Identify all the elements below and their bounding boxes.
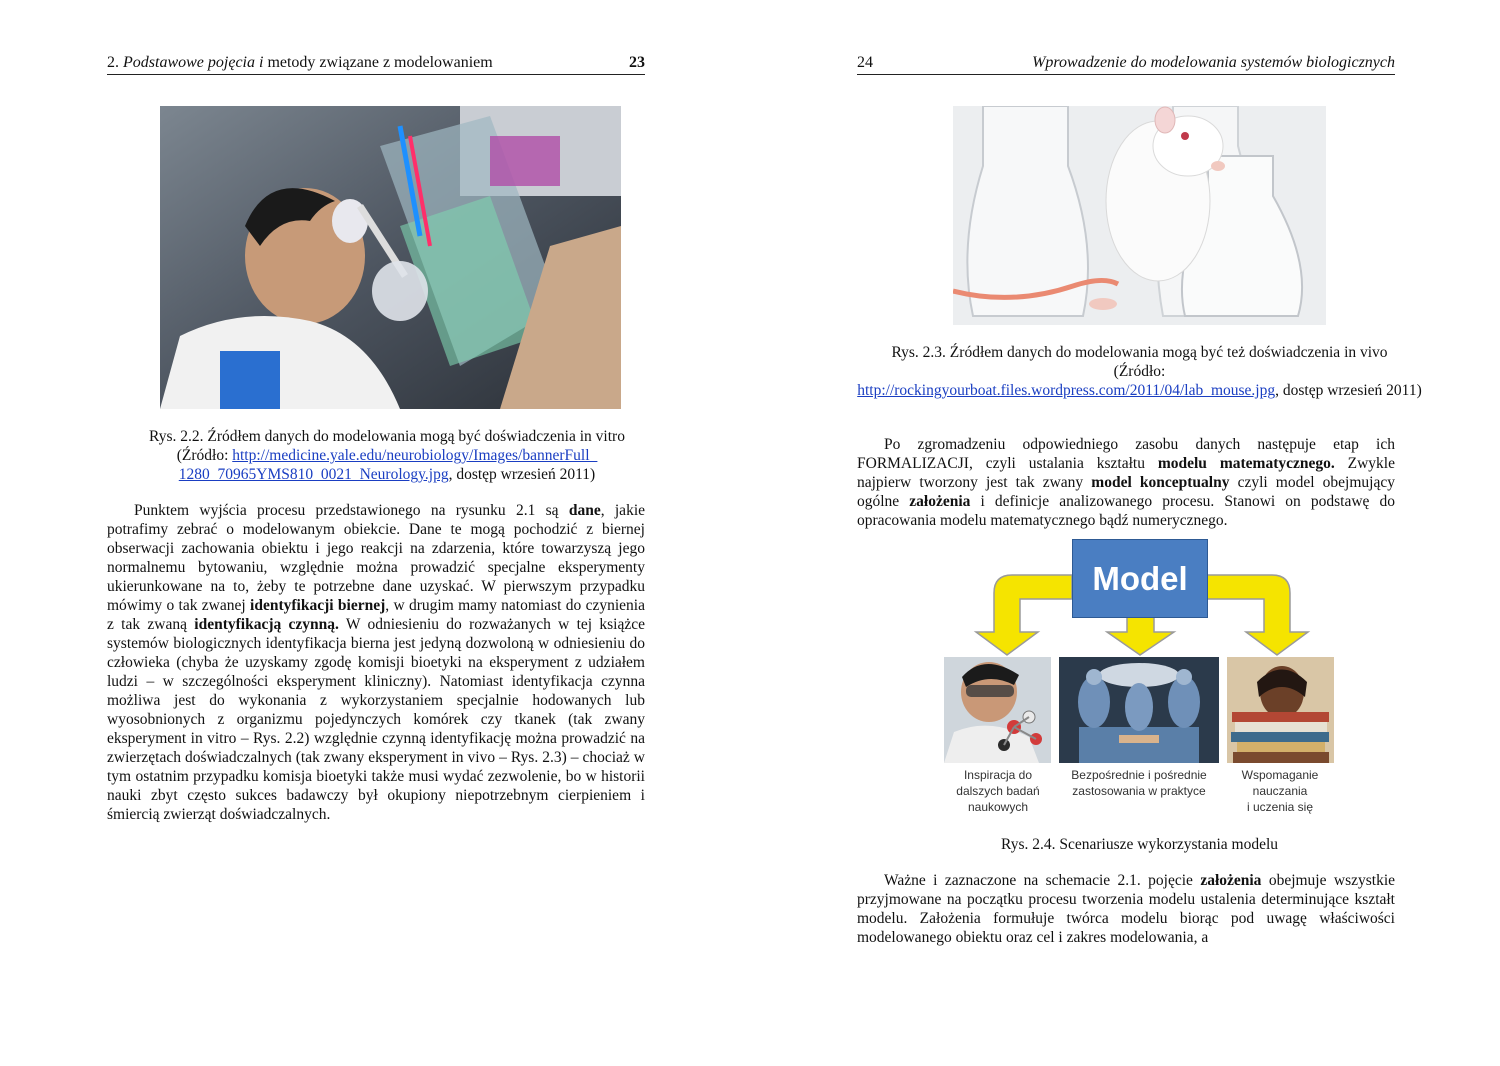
in-vitro-caption (127, 427, 647, 484)
paragraph-text: Po zgromadzeniu odpowiedniego zasobu danych następuje etap ich FORMALIZACJI, czyli ustalania kształtu (857, 436, 1395, 472)
scenario-label-research: Inspiracja do dalszych badań naukowych (956, 768, 1040, 814)
paragraph-text: obejmuje wszystkie przyjmowane na początku procesu tworzenia modelu ustalenia determinujące kształt modelu. Założenia formułuje twórca modelu biorąc pod uwagę właściwości modelowanego obiektu oraz cel i zakres modelowania, a (857, 872, 1395, 946)
in-vivo-caption (857, 343, 1422, 400)
paragraph-text: Zwykle najpierw tworzony jest tak zwany (857, 455, 1395, 491)
term-active-identification: identyfikacją czynną. (194, 616, 339, 633)
in-vitro-caption-source (127, 446, 647, 484)
left-header-title-rest: metody związane z modelowaniem (263, 54, 493, 71)
model-box: Model (1072, 539, 1208, 618)
scenarios-caption: Rys. 2.4. Scenariusze wykorzystania modelu (1000, 836, 1279, 853)
in-vivo-source-link[interactable]: http://rockingyourboat.files.wordpress.com/2011/04/lab_mouse.jpg (857, 382, 1276, 399)
left-page-number: 23 (629, 54, 645, 71)
in-vitro-photo (160, 106, 621, 409)
in-vivo-caption-suffix: , dostęp wrzesień 2011) (1275, 382, 1422, 399)
left-page (107, 0, 645, 1066)
left-header-title-italic: Podstawowe pojęcia i (123, 54, 264, 71)
education-support-photo (1227, 657, 1334, 763)
in-vitro-caption-source-prefix: (Źródło: (176, 447, 233, 464)
term-assumptions: założenia (1200, 872, 1262, 889)
clinical-application-photo (1059, 657, 1219, 763)
research-inspiration-photo (944, 657, 1051, 763)
term-data: dane (568, 502, 601, 519)
left-header-title-prefix: 2. (107, 54, 123, 71)
in-vivo-mouse-photo (953, 106, 1326, 325)
assumptions-paragraph (857, 871, 1395, 947)
paragraph-text: , jakie potrafimy zebrać o modelowanym obiekcie. Dane te mogą pochodzić z biernej obserwacji zachowania obiektu i jego reakcji na zdarzenia, które towarzyszą jego normalnemu bytowaniu, względnie można prowadzić specjalne eksperymenty ukierunkowane na to, żeby te potrzebne dane uzyskać. W pierwszym przypadku mówimy o tak zwanej (107, 502, 646, 614)
right-running-header (857, 52, 1395, 75)
paragraph-text: i definicje analizowanego procesu. Stanowi on podstawę do opracowania modelu matematycznego bądź numerycznego. (857, 493, 1396, 529)
right-page (857, 0, 1422, 1066)
left-running-header (107, 52, 645, 75)
in-vitro-source-link[interactable]: http://medicine.yale.edu/neurobiology/Images/bannerFull_ 1280_70965YMS810_0021_Neurology.jpg (178, 447, 598, 483)
in-vitro-caption-suffix: , dostęp wrzesień 2011) (448, 466, 596, 483)
formalization-paragraph (857, 435, 1395, 530)
right-header-title: Wprowadzenie do modelowania systemów biologicznych (1032, 54, 1395, 71)
term-mathematical-model: modelu matematycznego. (1157, 455, 1335, 472)
left-header-title (107, 52, 493, 74)
in-vivo-caption-title: Rys. 2.3. Źródłem danych do modelowania mogą być też doświadczenia in vivo (Źródło: (891, 344, 1388, 380)
paragraph-text: Ważne i zaznaczone na schemacie 2.1. pojęcie (884, 872, 1201, 889)
identification-paragraph (107, 501, 645, 824)
right-page-number: 24 (857, 54, 873, 71)
paragraph-text: Punktem wyjścia procesu przedstawionego na rysunku 2.1 są (134, 502, 569, 519)
paragraph-text: W odniesieniu do rozważanych w tej książce systemów biologicznych identyfikacja bierna jest jedyną dozwoloną w odniesieniu do człowieka (chyba że uzyskamy zgodę komisji bioetyki na eksperyment z udziałem ludzi – w szczególności eksperyment kliniczny). Natomiast identyfikacja czynna możliwa jest do wykonania z wykorzystaniem specjalnie hodowanych lub wyosobnionych z organizmu pojedynczych komórek czy tkanek (tak zwany eksperyment in vitro – Rys. 2.2) względnie czynną identyfikację można prowadzić na zwierzętach doświadczalnych (tak zwany eksperyment in vivo – Rys. 2.3) – chociaż w tym ostatnim przypadku komisja bioetyki także musi wydać zezwolenie, bo w historii nauki zbyt często sukces badawczy był okupiony niepotrzebnym cierpieniem i śmiercią zwierząt doświadczalnych. (107, 616, 646, 823)
term-conceptual-model: model konceptualny (1091, 474, 1230, 491)
in-vitro-caption-title: Rys. 2.2. Źródłem danych do modelowania mogą być doświadczenia in vitro (149, 428, 625, 445)
scenario-label-education: Wspomaganie nauczania i uczenia się (1241, 768, 1319, 814)
paragraph-text: , w drugim mamy natomiast do czynienia z tak zwaną (107, 597, 645, 633)
model-scenarios-diagram (942, 537, 1342, 822)
in-vivo-caption-source (857, 381, 1422, 400)
term-assumptions: założenia (909, 493, 971, 510)
scenario-label-practice: Bezpośrednie i pośrednie zastosowania w praktyce (1071, 768, 1207, 798)
term-passive-identification: identyfikacji biernej (250, 597, 386, 614)
paragraph-text: czyli model obejmujący ogólne (857, 474, 1395, 510)
